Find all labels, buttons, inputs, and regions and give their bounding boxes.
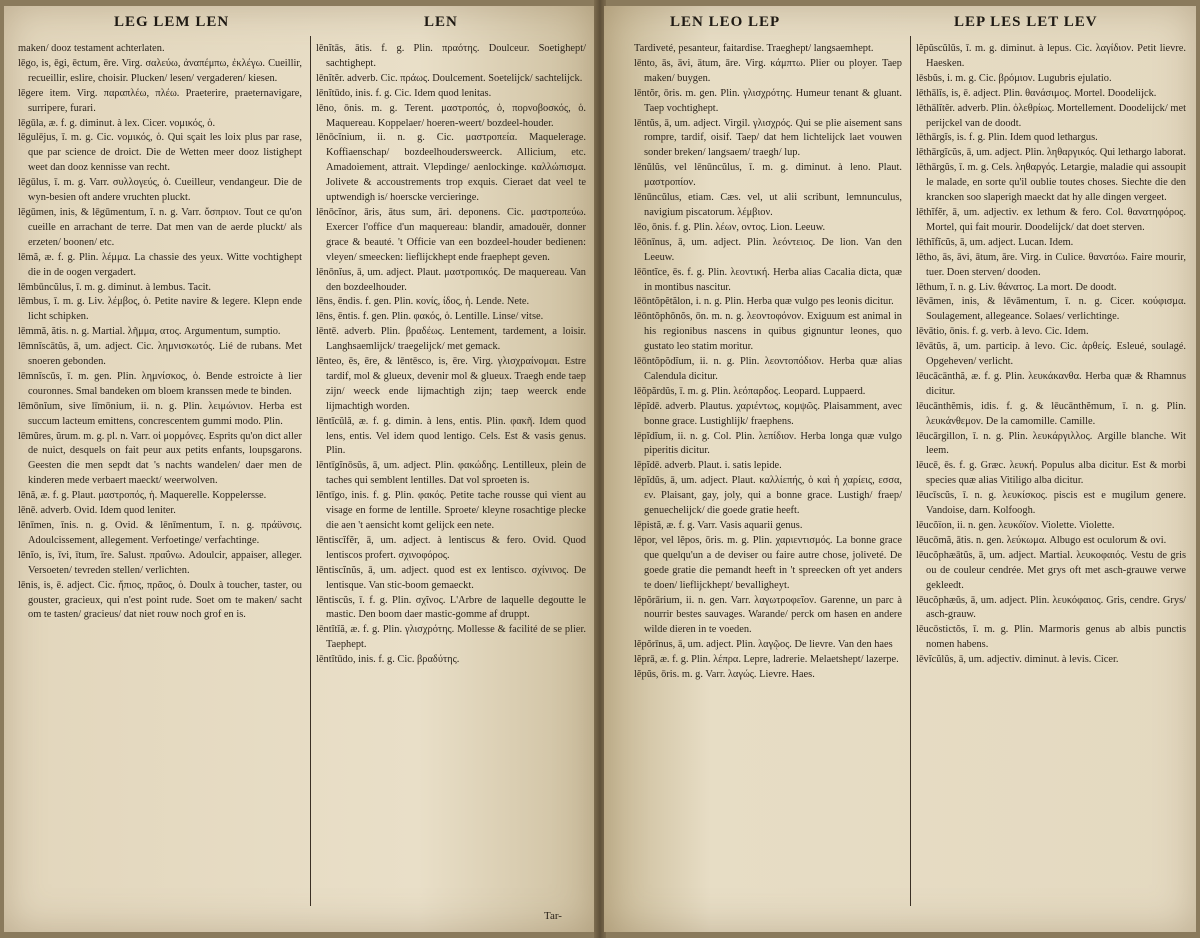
dictionary-entry: lēnteo, ēs, ēre, & lēntēsco, is, ēre. Virg. γλισχραίνομαι. Estre tardif, mol & glueux, devenir mol & glueux. Traegh ende taep zijn/ weeck ende lijmachtigh zijn; taep weerck ende lijmachtigh worden. <box>316 356 586 412</box>
dictionary-entry: lēmbūncŭlus, ī. m. g. diminut. à lembus. Tacit. <box>18 281 212 293</box>
dictionary-entry: lēōntŏphŏnŏs, ōn. m. n. g. λεοντοφόνον. Exiguum est animal in his regionibus nascens in quibus gignuntur leones, quo gustato leo statim moritur. <box>634 311 902 353</box>
dictionary-entry: lĕpŭs, ōris. m. g. Varr. λαγώς. Lievre. Haes. <box>634 669 815 681</box>
dictionary-entry: lēntē. adverb. Plin. βραδέως. Lentement, tardement, a loisir. Langhsaemlijck/ traegelijck/ met gemack. <box>316 326 586 353</box>
dictionary-entry: lēntiscĭnŭs, ā, um. adject. quod est ex lentisco. σχίνινος. De lentisque. Van stic-boom gemaeckt. <box>316 564 586 591</box>
dictionary-entry: lēthārgĭs, is. f. g. Plin. Idem quod lethargus. <box>916 132 1098 144</box>
dictionary-entry: lēgūmen, inis, & lēgūmentum, ī. n. g. Varr. ὄσπριον. Tout ce qu'on cueille en arrachant de terre. Dat men van de aerde pluckt/ als erzeten/ boonen/ etc. <box>18 206 302 248</box>
dictionary-entry: lēmōnĭum, sive līmōnium, ii. n. g. Plin. λειμώνιον. Herba est succum lacteum emittens, concrescentem gummi modo. Plin. <box>18 400 302 427</box>
dictionary-entry: lēgere item. Virg. παραπλέω, πλέω. Praeterire, praeternavigare, surripere, furari. <box>18 87 302 114</box>
dictionary-entry: lēucācānthă, æ. f. g. Plin. λευκάκανθα. Herba quæ & Rhamnus dicitur. <box>916 370 1186 397</box>
dictionary-entry: lēgo, is, ēgi, ēctum, ēre. Virg. σαλεύω, ἀναπέμπω, ἐκλέγω. Cueillir, recueillir, eslire, choisir. Plucken/ lesen/ vergaderen/ kiesen. <box>18 57 302 84</box>
dictionary-entry: lĕpŏrārium, ii. n. gen. Varr. λαγωτροφεῖον. Garenne, un parc à nourrir bestes sauvages. Warande/ perck om hasen en andere wilde dieren in te voeden. <box>634 594 902 636</box>
dictionary-entry: lēmnĭscŭs, ī. m. gen. Plin. λημνίσκος, ὁ. Bende estroicte à lier couronnes. Smal bandeken om bloem kranssen mede te binden. <box>18 370 302 397</box>
dictionary-entry: lēgūla, æ. f. g. diminut. à lex. Cicer. νομικός, ὁ. <box>18 117 216 129</box>
dictionary-entry: lĕprā, æ. f. g. Plin. λέπρα. Lepre, ladrerie. Melaetshept/ lazerpe. <box>634 654 899 666</box>
dictionary-entry: lēucŏïon, ii. n. gen. λευκόϊον. Violette. Violette. <box>916 520 1115 531</box>
dictionary-entry: lēnă, æ. f. g. Plaut. μαστροπός, ἡ. Maquerelle. Koppelersse. <box>18 490 267 502</box>
dictionary-entry: lēthārgŭs, ī. m. g. Cels. ληθαργός. Letargie, maladie qui assoupit le malade, en sorte qu'il oublie toutes choses. Siechte die den krancken soo slaperigh maeckt dat hy alle dingen vergeet. <box>916 162 1186 204</box>
dictionary-entry: lēvātŭs, ā, um. particip. à levo. Cic. ἀρθείς. Esleué, soulagé. Opgeheven/ verlicht. <box>916 341 1186 368</box>
left-page-column-1 <box>18 42 302 623</box>
dictionary-entry: lēnis, is, ē. adject. Cic. ἤπιος, πρᾶος, ὁ. Doulx à toucher, taster, ou gouster, gracieux, qui n'est point rude. Soet om te maken/ sacht om te tasten/ gracieus/ dat niet rouw noch grof en is. <box>18 579 302 621</box>
dictionary-entry: lēucōstictŏs, ī. m. g. Plin. Marmoris genus ab albis punctis nomen habens. <box>916 624 1186 651</box>
dictionary-entry: lēsbŭs, i. m. g. Cic. βρόμιον. Lugubris ejulatio. <box>916 72 1112 84</box>
left-page <box>4 6 596 932</box>
right-page-header-right: LEP LES LET LEV <box>954 14 1098 30</box>
dictionary-entry: lēpor, vel lĕpos, ōris. m. g. Plin. χαριεντισμός. La bonne grace que quelqu'un a de deviser ou faire autre chose, joliveté. De goede gratie die pemandt heeft in 't spreecken oft yet anders te doen/ lieflijckhept/ bevalligheyt. <box>634 534 902 591</box>
dictionary-entry: lēgūlus, ī. m. g. Varr. συλλογεύς, ὁ. Cueilleur, vendangeur. Die de wyn-besien oft andere vruchten pluckt. <box>18 177 302 204</box>
column-divider <box>910 36 911 906</box>
dictionary-entry: lēpĭdŭs, ā, um. adject. Plaut. καλλίεπής, ὁ καὶ ἡ χαρίεις, εσσα, εν. Plaisant, gay, joly, qui a bonne grace. Lustigh/ fraep/ genuechelijck/ die goede gratie heeft. <box>634 475 902 517</box>
dictionary-entry: lēpĭdē. adverb. Plaut. i. satis lepide. <box>634 460 782 472</box>
dictionary-entry: lēntĭcŭlă, æ. f. g. dimin. à lens, entis. Plin. φακῆ. Idem quod lens, entis. Vel idem quod lentigo. Cels. Est & vasis genus. Plin. <box>316 415 586 457</box>
dictionary-entry: lēōntĭce, ēs. f. g. Plin. λεοντική. Herba alias Cacalia dicta, quæ in montibus nascitur. <box>634 266 902 293</box>
dictionary-entry: lēnĭtĕr. adverb. Cic. πράως. Doulcement. Soetelijck/ sachtelijck. <box>316 72 583 84</box>
dictionary-entry: maken/ dooz testament achterlaten. <box>18 43 165 54</box>
dictionary-entry: lēŏpărdŭs, ī. m. g. Plin. λεόπαρδος. Leopard. Luppaerd. <box>634 385 866 397</box>
catchword: Tar- <box>544 910 562 922</box>
dictionary-entry: lĕpŏrīnus, ā, um. adject. Plin. λαγῷος. De lievre. Van den haes <box>634 639 893 651</box>
dictionary-entry: lēthālĭtĕr. adverb. Plin. ὀλεθρίως. Mortellement. Doodelijck/ met perijckel van de doodt. <box>916 102 1186 129</box>
dictionary-entry: lēntiscĭfĕr, ā, um. adject. à lentiscus & fero. Ovid. Quod lentiscos profert. σχινοφόρος. <box>316 534 586 561</box>
dictionary-entry: lēvātio, ōnis. f. g. verb. à levo. Cic. Idem. <box>916 326 1089 338</box>
right-page-header-left: LEN LEO LEP <box>670 14 781 30</box>
dictionary-entry: lēpĭdĭum, ii. n. g. Col. Plin. λεπίδιον. Herba longa quæ vulgo piperitis dicitur. <box>634 430 902 457</box>
right-page-column-2 <box>916 42 1186 668</box>
left-page-column-2 <box>316 42 586 668</box>
dictionary-entry: lēthĭfĭcŭs, ā, um. adject. Lucan. Idem. <box>916 236 1074 248</box>
dictionary-entry: lēns, ēntis. f. gen. Plin. φακός, ὁ. Lentille. Linse/ vitse. <box>316 311 544 323</box>
dictionary-entry: lēns, ēndis. f. gen. Plin. κονίς, ίδος, ἡ. Lende. Nete. <box>316 296 530 308</box>
dictionary-entry: lēnĭtūdo, inis. f. g. Cic. Idem quod lenitas. <box>316 87 492 99</box>
dictionary-entry: lēo, ōnis. f. g. Plin. λέων, οντος. Lion. Leeuw. <box>634 221 826 233</box>
dictionary-entry: lēpĭdē. adverb. Plautus. χαριέντως, κομψῶς. Plaisamment, avec bonne grace. Lustighlijk/ fraephens. <box>634 400 902 427</box>
dictionary-entry: lēnōnĭus, ā, um. adject. Plaut. μαστροπικός. De maquereau. Van den bozdeelhouder. <box>316 266 586 293</box>
dictionary-entry: lēmmă, ătis. n. g. Martial. λῆμμα, ατος. Argumentum, sumptio. <box>18 326 281 338</box>
dictionary-entry: lēthārgĭcŭs, ā, um. adject. Plin. ληθαργικός. Qui lethargo laborat. <box>916 147 1186 159</box>
dictionary-entry: lēmă, æ. f. g. Plin. λέμμα. La chassie des yeux. Witte vochtighept die in de oogen vergadert. <box>18 251 302 278</box>
right-page-column-1 <box>634 42 902 683</box>
right-page <box>604 6 1196 932</box>
dictionary-entry: lēōnīnus, ā, um. adject. Plin. λεόντειος. De lion. Van den Leeuw. <box>634 236 902 263</box>
dictionary-entry: lētho, ās, āvi, ātum, āre. Virg. in Culice. θανατόω. Faire mourir, tuer. Doen sterven/ dooden. <box>916 251 1186 278</box>
dictionary-entry: lēntīgĭnōsŭs, ā, um. adject. Plin. φακώδης. Lentilleux, plein de taches qui semblent lentilles. Dat vol sproeten is. <box>316 460 586 487</box>
dictionary-entry: lēntiscŭs, ī. f. g. Plin. σχῖνος. L'Arbre de laquelle degoutte le mastic. Den boom daer mastic-gomme af druppt. <box>316 594 586 621</box>
dictionary-entry: lēvāmen, inis, & lēvāmentum, ī. n. g. Cicer. κούφισμα. Soulagement, allegeance. Solaes/ verlichtinge. <box>916 296 1186 323</box>
dictionary-entry: lēucārgillon, ī. n. g. Plin. λευκάργιλλος. Argille blanche. Wit leem. <box>916 430 1186 457</box>
dictionary-entry: lēpistă, æ. f. g. Varr. Vasis aquarii genus. <box>634 520 803 531</box>
dictionary-entry: lēthālĭs, is, ē. adject. Plin. θανάσιμος. Mortel. Doodelijck. <box>916 87 1157 99</box>
left-page-header-left: LEG LEM LEN <box>114 14 230 30</box>
dictionary-entry: lēnŭlŭs, vel lēnūncŭlus, ī. m. g. diminut. à leno. Plaut. μαστροπίον. <box>634 162 902 189</box>
dictionary-entry: lēucānthĕmis, idis. f. g. & lēucānthĕmum, ī. n. g. Plin. λευκάνθεμον. De la camomille. Camille. <box>916 400 1186 427</box>
dictionary-entry: lēnĭtās, ātis. f. g. Plin. πραότης. Doulceur. Soetighept/ sachtighept. <box>316 43 586 69</box>
dictionary-entry: lēnōcĭnor, āris, ātus sum, āri. deponens. Cic. μαστροπεύω. Exercer l'office d'un maquereau: blandir, amadouër, donner grace & beauté. 't Officie van een bozdeel-houder bedienen: vleyen/ smeecken: lieflijckhept ende fraephept geven. <box>316 206 586 263</box>
dictionary-entry: lēōntŏpĕtălon, i. n. g. Plin. Herba quæ vulgo pes leonis dicitur. <box>634 296 894 308</box>
dictionary-entry: lēucōmă, ātis. n. gen. λεύκωμα. Albugo est oculorum & ovi. <box>916 534 1167 546</box>
dictionary-entry: lēnūncŭlus, etiam. Cæs. vel, ut alii scribunt, lemnunculus, navigium piscatorum. λέμβιον. <box>634 192 902 218</box>
dictionary-entry: lēnē. adverb. Ovid. Idem quod leniter. <box>18 505 176 517</box>
dictionary-entry: lēnto, ās, āvi, ātum, āre. Virg. κάμπτω. Plier ou ployer. Taep maken/ buygen. <box>634 57 902 84</box>
dictionary-entry: lēntĭtūdo, inis. f. g. Cic. βραδύτης. <box>316 654 460 666</box>
dictionary-entry: lēgulējus, ī. m. g. Cic. νομικός, ὁ. Qui sçait les loix plus par rase, que par science de droict. Die de Wetten meer dooz listighept weet dan dooz kennisse van recht. <box>18 132 302 174</box>
dictionary-entry: lēnīmen, īnis. n. g. Ovid. & lēnīmentum, ī. n. g. πράϋνσις. Adoulcissement, allegement. Verfoetinge/ verfachtinge. <box>18 520 302 546</box>
dictionary-entry: lēmŭres, ŭrum. m. g. pl. n. Varr. οἱ μορμόνες. Esprits qu'on dict aller de nuict, desquels on fait peur aux petits enfants, loupsgarons. Geesten die men sepdt dat 's nachts wandelen/ daer men de kinderen mede verbaert maeckt/ weerwolven. <box>18 430 302 487</box>
dictionary-entry: lēōntŏpŏdĭum, ii. n. g. Plin. λεοντοπόδιον. Herba quæ alias Calendula dicitur. <box>634 356 902 382</box>
dictionary-entry: lēntŏr, ōris. m. gen. Plin. γλισχρότης. Humeur tenant & gluant. Taep vochtighept. <box>634 87 902 114</box>
dictionary-entry: lēucē, ēs. f. g. Græc. λευκή. Populus alba dicitur. Est & morbi species quæ alias Vitiligo alba dicitur. <box>916 460 1186 487</box>
column-divider <box>310 36 311 906</box>
dictionary-entry: lēucīscŭs, ī. n. g. λευκίσκος. piscis est e mugilum genere. Vandoise, darn. Kolfoogh. <box>916 490 1186 517</box>
dictionary-entry: lēnĭo, is, īvi, ītum, īre. Salust. πραΰνω. Adoulcir, appaiser, alleger. Versoeten/ tevreden stellen/ verlichten. <box>18 549 302 576</box>
dictionary-entry: Tardiveté, pesanteur, faitardise. Traeghept/ langsaemhept. <box>634 43 874 54</box>
dictionary-entry: lēmnĭscātŭs, ā, um. adject. Cic. λημνισκωτός. Lié de rubans. Met snoeren gebonden. <box>18 341 302 368</box>
dictionary-entry: lēvĭcŭlŭs, ā, um. adjectiv. diminut. à levis. Cicer. <box>916 654 1119 666</box>
dictionary-entry: lēmbus, ī. m. g. Liv. λέμβος, ὁ. Petite navire & legere. Klepn ende licht schipken. <box>18 296 302 323</box>
dictionary-entry: lēucŏphæātŭs, ā, um. adject. Martial. λευκοφαιός. Vestu de gris ou de couleur cendrée. Met grys oft met asch-grauwe verwe gekleedt. <box>916 549 1186 591</box>
dictionary-entry: lēntĭtĭă, æ. f. g. Plin. γλισχρότης. Mollesse & facilité de se plier. Taephept. <box>316 624 586 651</box>
left-page-header-right: LEN <box>424 14 458 30</box>
dictionary-entry: lēucŏphæŭs, ā, um. adject. Plin. λευκόφαιος. Gris, cendre. Grys/ asch-grauw. <box>916 594 1186 621</box>
dictionary-entry: lēntīgo, inis. f. g. Plin. φακός. Petite tache rousse qui vient au visage en forme de lentille. Sproete/ kleyne rosachtige plecke die aen 't aensicht komt gelijck een nete. <box>316 490 586 531</box>
dictionary-entry: lēntŭs, ā, um. adject. Virgil. γλισχρός. Qui se plie aisement sans rompre, tardif, oisif. Taep/ dat hem lichtelijck laet vouwen sonder breken/ langsaem/ traegh/ lup. <box>634 117 902 159</box>
dictionary-entry: lēthum, ī. n. g. Liv. θάνατος. La mort. De doodt. <box>916 281 1117 293</box>
dictionary-entry: lēthĭfĕr, ā, um. adjectiv. ex lethum & fero. Col. θανατηφόρος. Mortel, qui fait mourir. Doodelijck/ dat doet sterven. <box>916 206 1186 233</box>
dictionary-entry: lēnōcĭnium, ii. n. g. Cic. μαστροπεία. Maquelerage. Koffiaenschap/ bozdeelhoudersweerck. Allicium, etc. Amadoiement, attrait. Vlepdinge/ aenlockinge. καλλώπισμα. Jolivete & accoustrements trop exquis. Cieraet dat veel te uptwendigh is/ hoerscke vercieringe. <box>316 132 586 204</box>
dictionary-entry: lēno, ōnis. m. g. Terent. μαστροπός, ὁ, πορνοβοσκός, ὁ. Maquereau. Koppelaer/ hoeren-weert/ bozdeel-houder. <box>316 102 586 129</box>
dictionary-entry: lĕpŭscŭlŭs, ī. m. g. diminut. à lepus. Cic. λαγίδιον. Petit lievre. Haesken. <box>916 43 1186 69</box>
